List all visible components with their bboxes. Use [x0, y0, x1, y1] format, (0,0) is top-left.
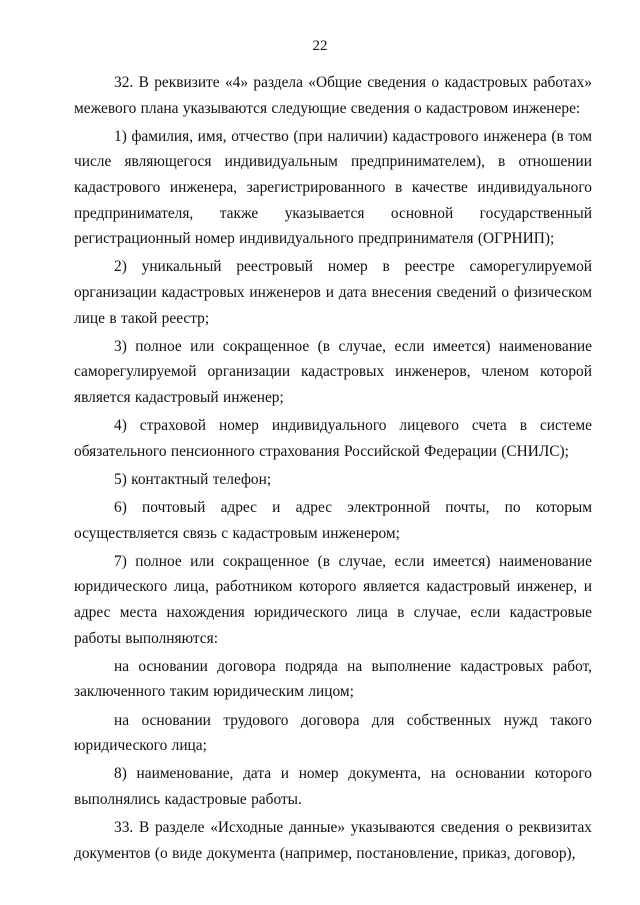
paragraph-33: 33. В разделе «Исходные данные» указываются сведения о реквизитах документов (о виде документа (например, постановление, приказ, договор), — [74, 819, 592, 862]
list-item-8: 8) наименование, дата и номер документа, на основании которого выполнялись кадастровые работы. — [74, 765, 592, 808]
list-item-7-case-b: на основании трудового договора для собственных нужд такого юридического лица; — [74, 711, 592, 755]
list-item-3: 3) полное или сокращенное (в случае, если имеется) наименование саморегулируемой организации кадастровых инженеров, членом которой является кадастровый инженер; — [74, 337, 592, 406]
list-item-5: 5) контактный телефон; — [114, 470, 272, 488]
list-item-2: 2) уникальный реестровый номер в реестре саморегулируемой организации кадастровых инженеров и дата внесения сведений о физическом лице в такой реестр; — [74, 258, 592, 327]
paragraph-32: 32. В реквизите «4» раздела «Общие сведения о кадастровых работах» межевого плана указываются следующие сведения о кадастровом инженере: — [74, 74, 592, 117]
list-item-4: 4) страховой номер индивидуального лицевого счета в системе обязательного пенсионного страхования Российской Федерации (СНИЛС); — [74, 417, 592, 460]
list-item-7: 7) полное или сокращенное (в случае, если имеется) наименование юридического лица, работником которого является кадастровый инженер, и адрес места нахождения юридического лица в случае, если кадастровые работы выполняются: — [74, 552, 592, 647]
list-item-7-case-a: на основании договора подряда на выполнение кадастровых работ, заключенного таким юридическим лицом; — [74, 657, 592, 701]
list-item-6: 6) почтовый адрес и адрес электронной почты, по которым осуществляется связь с кадастровым инженером; — [74, 499, 592, 542]
page-number: 22 — [312, 38, 328, 54]
list-item-1: 1) фамилия, имя, отчество (при наличии) кадастрового инженера (в том числе являющегося индивидуальным предпринимателем), в отношении кадастрового инженера, зарегистрированного в качестве индивидуального предпринимателя, также указывается основной государственный регистрационный номер индивидуального предпринимателя (ОГРНИП); — [74, 127, 592, 248]
document-body — [74, 70, 592, 869]
